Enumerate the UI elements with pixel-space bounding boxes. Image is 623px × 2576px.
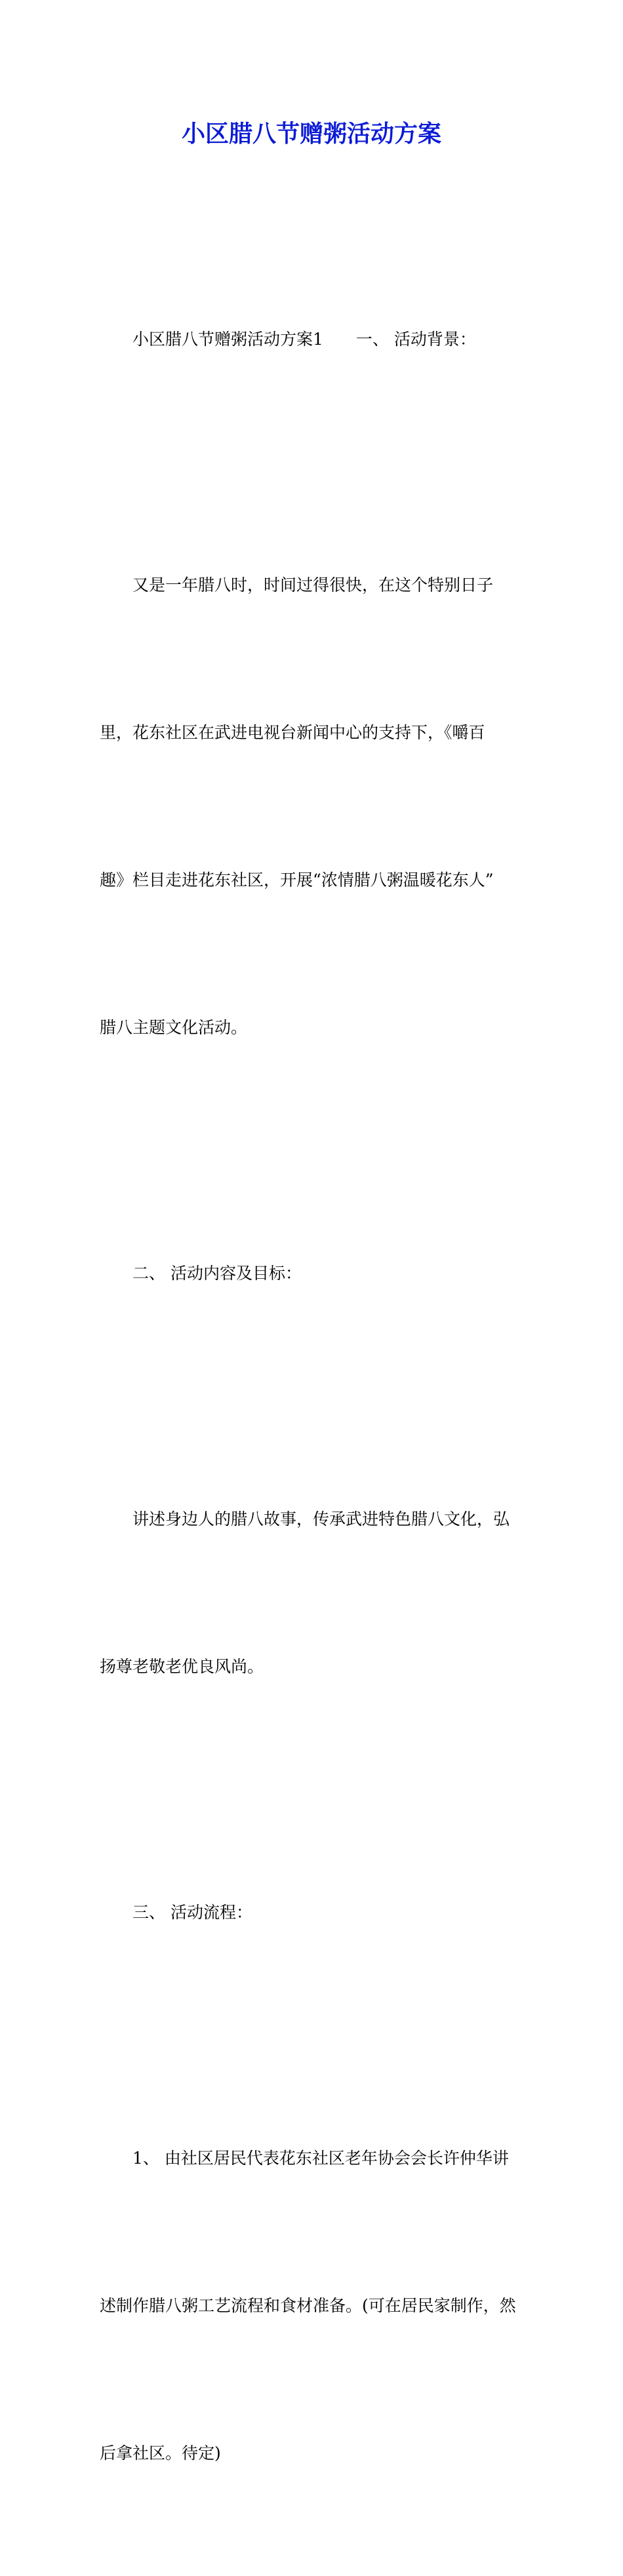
document-title: 小区腊八节赠粥活动方案	[181, 120, 441, 147]
text-line: 腊八主题文化活动。	[100, 1018, 248, 1037]
paragraph-background	[100, 462, 533, 1150]
text-line: 三、 活动流程：	[132, 1903, 252, 1922]
paragraph-section-three-heading	[100, 1789, 533, 2035]
paragraph-intro	[100, 216, 533, 462]
paragraph-process-step-one	[100, 2035, 533, 2576]
text-line: 又是一年腊八时，时间过得很快，在这个特别日子	[132, 576, 494, 595]
text-line: 述制作腊八粥工艺流程和食材准备。(可在居民家制作，然	[100, 2296, 516, 2315]
text-line: 1、 由社区居民代表花东社区老年协会会长许仲华讲	[132, 2149, 509, 2168]
text-line: 讲述身边人的腊八故事，传承武进特色腊八文化，弘	[132, 1510, 510, 1529]
text-line: 趣》栏目走进花东社区，开展“浓情腊八粥温暖花东人”	[100, 870, 494, 889]
text-line: 二、 活动内容及目标：	[132, 1264, 302, 1283]
text-line: 里，花东社区在武进电视台新闻中心的支持下，《嚼百	[100, 723, 485, 742]
text-line: 扬尊老敬老优良风尚。	[100, 1657, 264, 1676]
paragraph-content-goals	[100, 1396, 533, 1789]
text-line: 后拿社区。待定)	[100, 2444, 221, 2463]
paragraph-section-two-heading	[100, 1150, 533, 1396]
text-line: 小区腊八节赠粥活动方案1 一、 活动背景：	[132, 330, 476, 349]
document-body	[100, 216, 533, 2576]
